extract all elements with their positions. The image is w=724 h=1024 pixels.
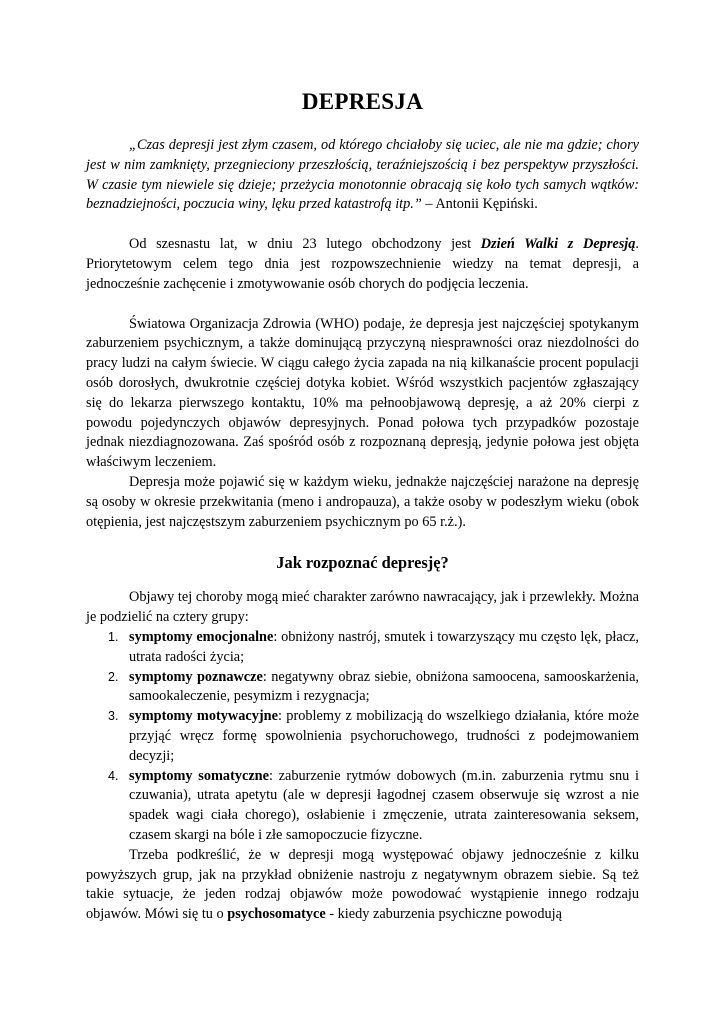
day-name-highlight: Dzień Walki z Depresją [480, 236, 636, 253]
list-desc: : problemy z mobilizacją do wszelkiego działania, które może przyjąć wręcz formę spowolnienia psychoruchowego, trudności z podejmowaniem decyzji; [129, 708, 640, 764]
list-desc: : obniżony nastrój, smutek i towarzyszący mu często lęk, płacz, utrata radości życia; [129, 628, 639, 665]
list-item [86, 628, 639, 668]
paragraph-mixed-text: Trzeba podkreślić, że w depresji mogą występować objawy jednocześnie z kilku powyższych grup, jak na przykład obniżenie nastroju z negatywnym obrazem siebie. Są też takie sytuacje, że jeden rodzaj objawów może powodować wystąpienie innego rodzaju objawów. Mówi się tu o [86, 846, 639, 923]
list-term: symptomy motywacyjne [129, 708, 278, 725]
list-desc: : negatywny obraz siebie, obniżona samoocena, samooskarżenia, samookaleczenie, pesymizm i rezygnacja; [129, 668, 639, 705]
list-number: 1. [108, 629, 119, 644]
document-page [86, 86, 639, 925]
list-item [86, 707, 639, 766]
paragraph-who: Światowa Organizacja Zdrowia (WHO) podaje, że depresja jest najczęściej spotykanym zaburzeniem psychicznym, a także dominującą przyczyną niesprawności oraz niezdolności do pracy ludzi na całym świecie. W ciągu całego życia zapada na nią kilkanaście procent populacji osób dorosłych, dwukrotnie częściej dotyka kobiet. Wśród wszystkich pacjentów zgłaszający się do lekarza pierwszego kontaktu, 10% ma pełnoobjawową depresję, a aż 20% cierpi z powodu pojedynczych objawów depresyjnych. Ponad połowa tych przypadków pozostaje jednak niezdiagnozowana. Zaś spośród osób z rozpoznaną depresją, jedynie połowa jest objęta właściwym leczeniem. [86, 315, 639, 471]
quote-author: – Antonii Kępiński. [421, 196, 538, 213]
list-item [86, 767, 639, 846]
paragraph-mixed-after: - kiedy zaburzenia psychiczne powodują [325, 906, 562, 923]
list-desc: : zaburzenie rytmów dobowych (m.in. zaburzenia rytmu snu i czuwania), utrata apetytu (ale w depresji łagodnej czasem obserwuje się wzrost a nie spadek wagi ciała chorego), osłabienie i zmęczenie, utrata zainteresowania seksem, czasem skargi na bóle i złe samopoczucie fizyczne. [129, 767, 639, 843]
section-heading: Jak rozpoznać depresję? [276, 553, 449, 573]
quote-paragraph [86, 136, 639, 215]
paragraph-day-before: Od szesnastu lat, w dniu 23 lutego obchodzony jest [129, 236, 481, 253]
list-item [86, 668, 639, 708]
paragraph-mixed [86, 846, 639, 925]
paragraph-age: Depresja może pojawić się w każdym wieku, jednakże najczęściej narażone na depresję są osoby w okresie przekwitania (meno i andropauza), a także osoby w podeszłym wieku (obok otępienia, jest najczęstszym zaburzeniem psychicznym po 65 r.ż.). [86, 473, 639, 530]
symptom-groups-list [86, 628, 639, 846]
list-term: symptomy poznawcze [129, 668, 263, 685]
psychosomatics-term: psychosomatyce [227, 906, 326, 923]
paragraph-day [86, 235, 639, 294]
document-title: DEPRESJA [301, 89, 424, 114]
paragraph-day-after: . Priorytetowym celem tego dnia jest rozpowszechnienie wiedzy na temat depresji, a jednocześnie zachęcenie i zmotywowanie osób chorych do podjęcia leczenia. [86, 236, 639, 292]
list-term: symptomy somatyczne [129, 767, 269, 784]
list-number: 2. [108, 669, 119, 684]
list-term: symptomy emocjonalne [129, 628, 274, 645]
list-number: 3. [108, 709, 119, 724]
quote-text: „Czas depresji jest złym czasem, od którego chciałoby się uciec, ale nie ma gdzie; chory jest w nim zamknięty, przegnieciony przeszłością, teraźniejszością i bez perspektyw przyszłości. W czasie tym niewiele się dzieje; przeżycia monotonnie obracają się koło tych samych wątków: beznadziejności, poczucia winy, lęku przed katastrofą itp.” [86, 137, 639, 213]
list-number: 4. [108, 768, 119, 783]
paragraph-intro: Objawy tej choroby mogą mieć charakter zarówno nawracający, jak i przewlekły. Można je podzielić na cztery grupy: [86, 589, 639, 626]
